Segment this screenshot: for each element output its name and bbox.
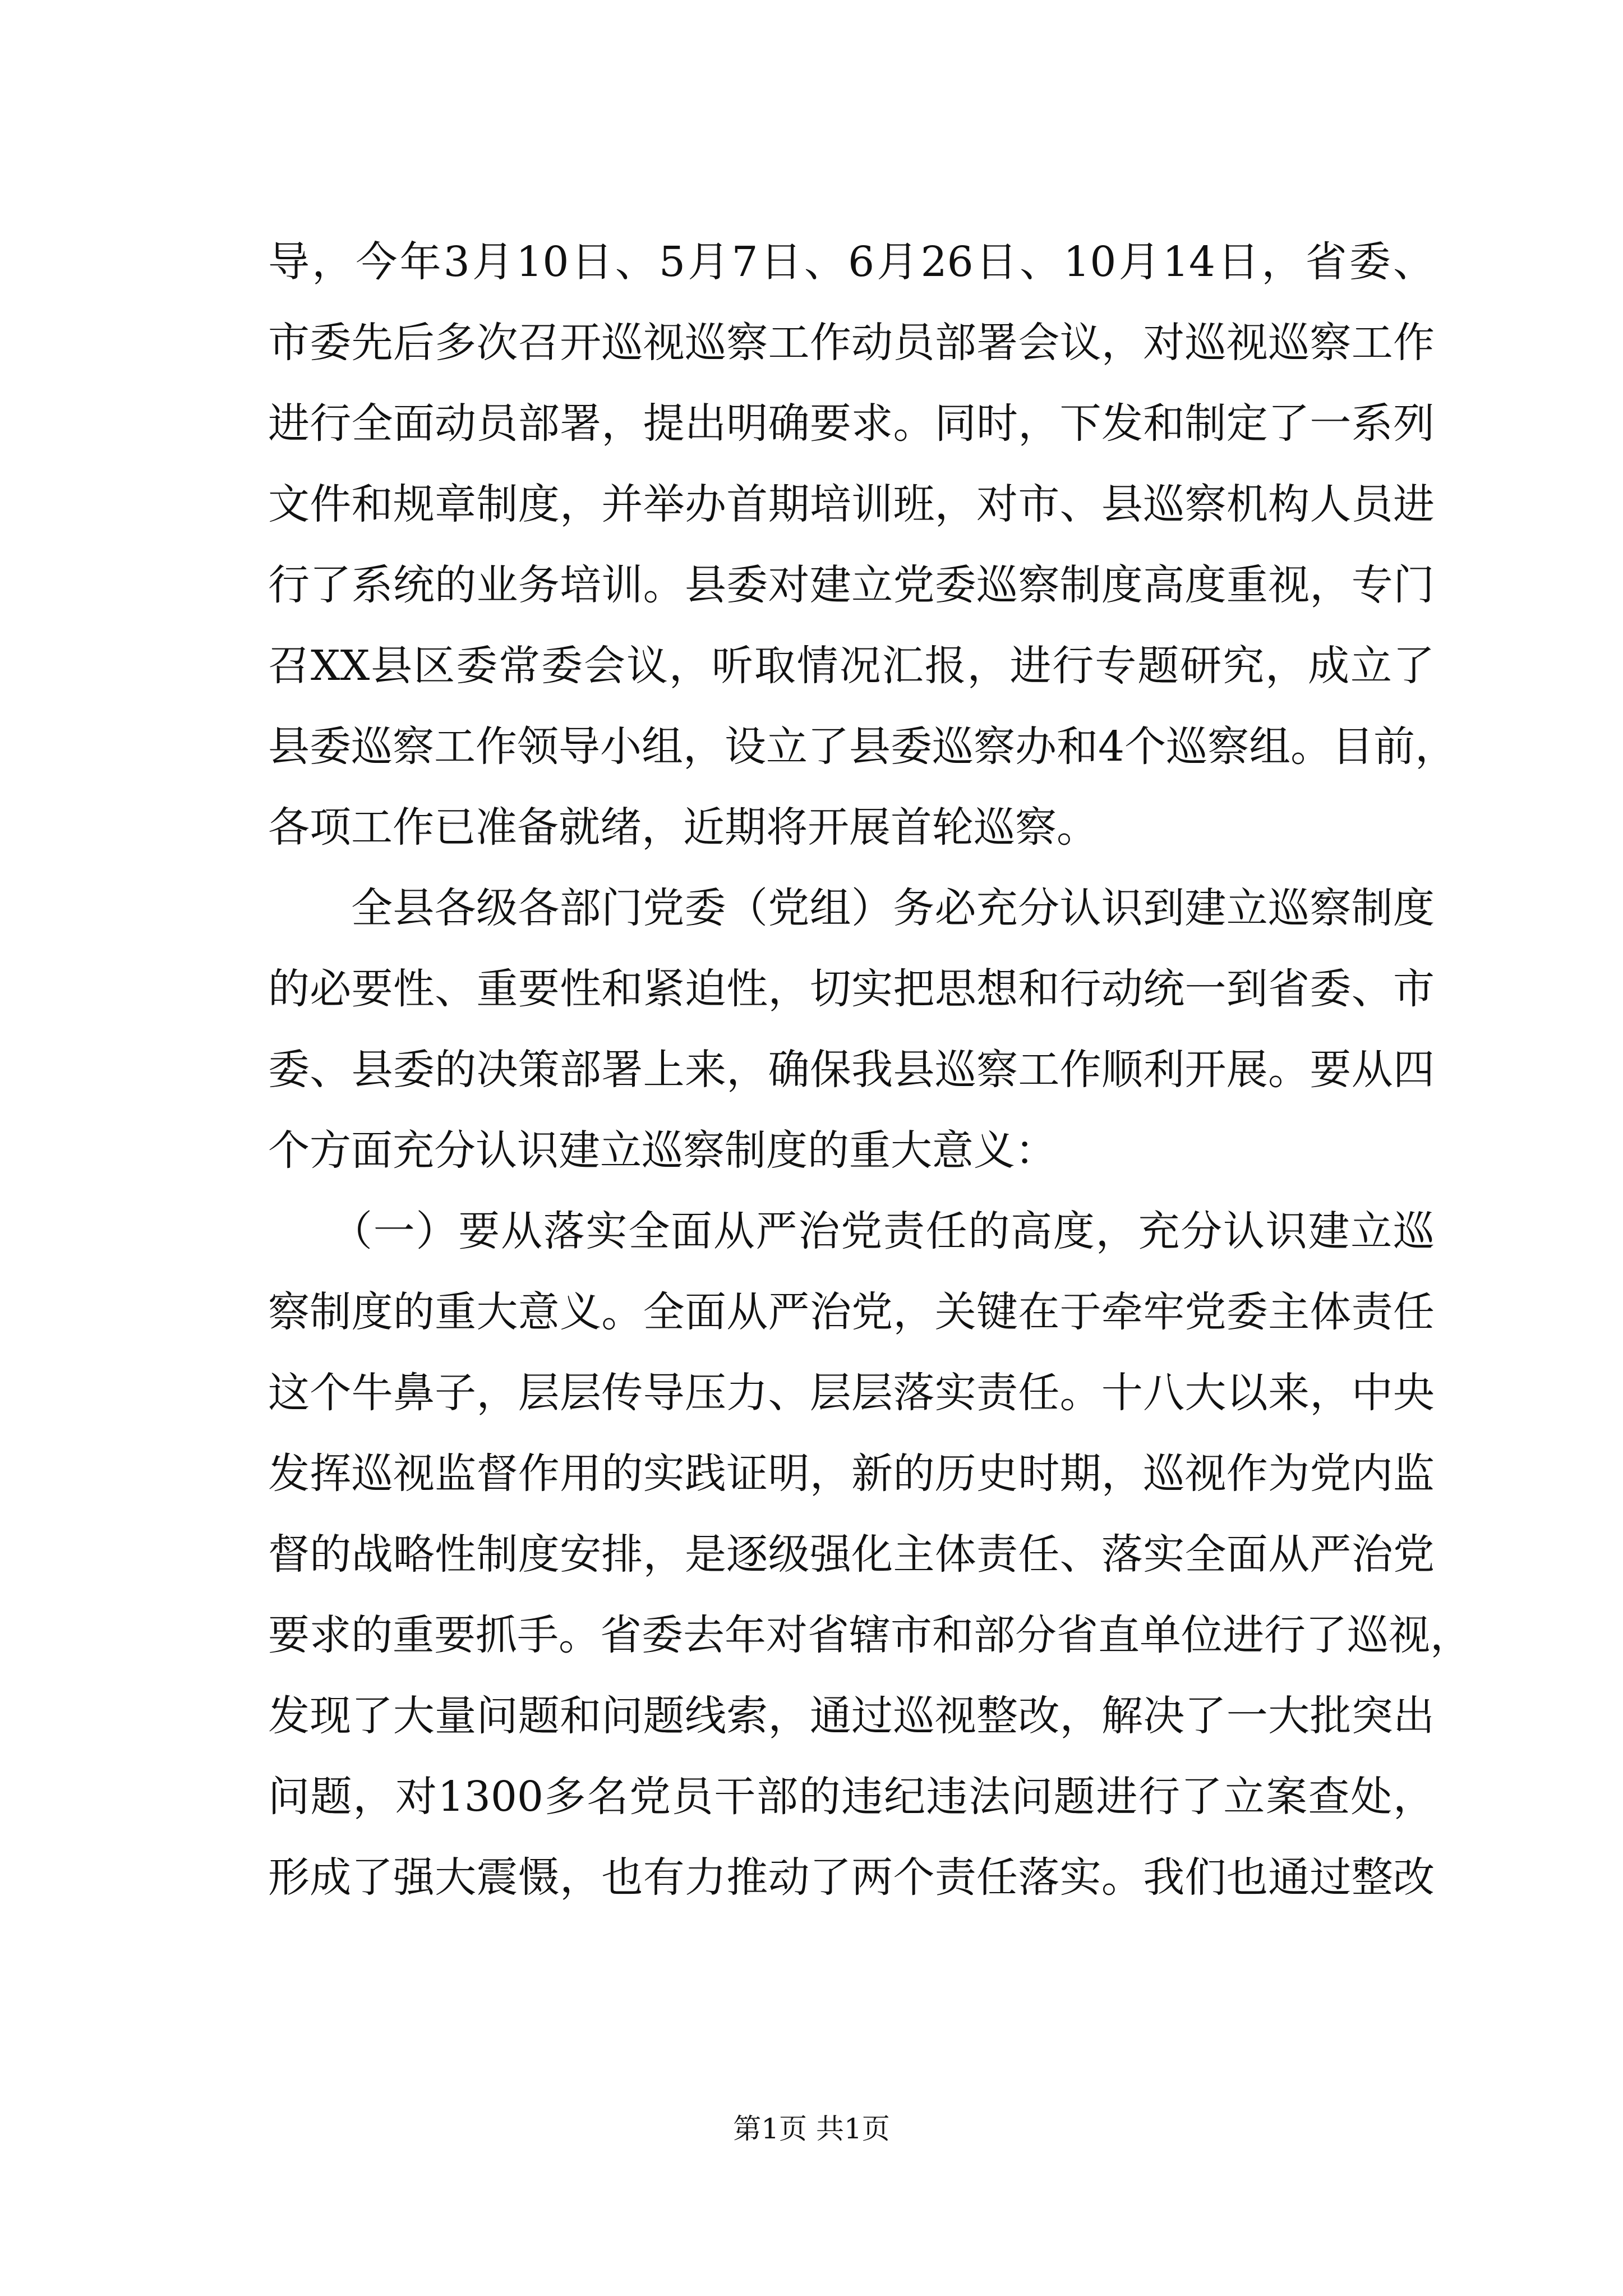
text-line: 督的战略性制度安排，是逐级强化主体责任、落实全面从严治党 — [268, 1530, 1435, 1579]
text-line: 委、县委的决策部署上来，确保我县巡察工作顺利开展。要从四 — [268, 1046, 1435, 1094]
text-line: 行了系统的业务培训。县委对建立党委巡察制度高度重视，专门 — [268, 561, 1435, 609]
text-line: 个方面充分认识建立巡察制度的重大意义： — [268, 1126, 1057, 1175]
page-number: 第1页 共1页 — [733, 2113, 890, 2145]
document-body — [268, 222, 1472, 1918]
text-line: 市委先后多次召开巡视巡察工作动员部署会议，对巡视巡察工作 — [268, 319, 1435, 367]
text-line: 县委巡察工作领导小组，设立了县委巡察办和4个巡察组。目前， — [268, 723, 1457, 771]
text-line: 各项工作已准备就绪，近期将开展首轮巡察。 — [268, 803, 1098, 852]
text-line: 进行全面动员部署，提出明确要求。同时，下发和制定了一系列 — [268, 399, 1435, 448]
text-line: 文件和规章制度，并举办首期培训班，对市、县巡察机构人员进 — [268, 480, 1435, 528]
paragraph-first-line: 全县各级各部门党委（党组）务必充分认识到建立巡察制度 — [351, 884, 1435, 932]
page-footer — [0, 2109, 1623, 2148]
text-line: 要求的重要抓手。省委去年对省辖市和部分省直单位进行了巡视， — [268, 1611, 1472, 1659]
text-line: 导，今年3月10日、5月7日、6月26日、10月14日，省委、 — [268, 238, 1435, 286]
text-line: 发现了大量问题和问题线索，通过巡视整改，解决了一大批突出 — [268, 1692, 1435, 1740]
text-line: 的必要性、重要性和紧迫性，切实把思想和行动统一到省委、市 — [268, 965, 1435, 1013]
section-heading-line: （一）要从落实全面从严治党责任的高度，充分认识建立巡 — [331, 1207, 1435, 1255]
text-line: 发挥巡视监督作用的实践证明，新的历史时期，巡视作为党内监 — [268, 1450, 1435, 1498]
text-line: 召XX县区委常委会议，听取情况汇报，进行专题研究，成立了 — [268, 642, 1435, 690]
text-line: 问题，对1300多名党员干部的违纪违法问题进行了立案查处， — [268, 1773, 1435, 1821]
text-line: 这个牛鼻子，层层传导压力、层层落实责任。十八大以来，中央 — [268, 1369, 1435, 1417]
text-line: 形成了强大震慑，也有力推动了两个责任落实。我们也通过整改 — [268, 1853, 1435, 1902]
text-line: 察制度的重大意义。全面从严治党，关键在于牵牢党委主体责任 — [268, 1288, 1435, 1336]
